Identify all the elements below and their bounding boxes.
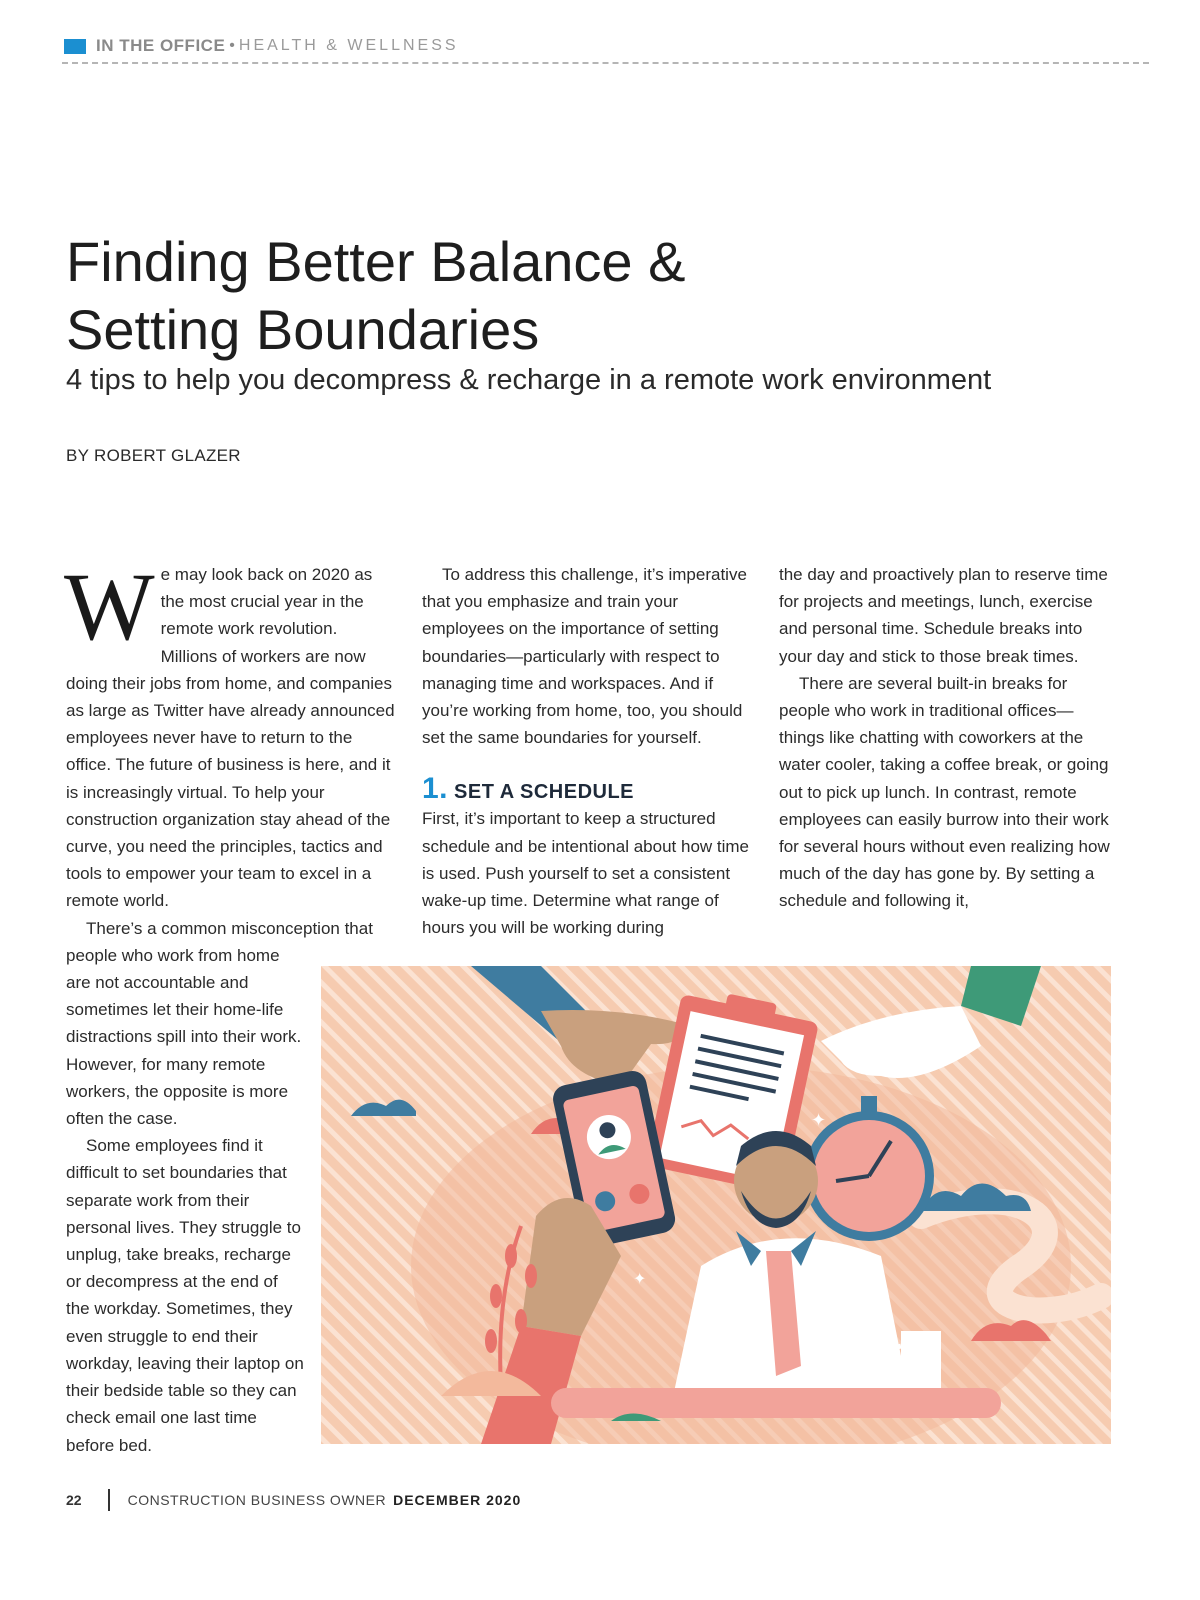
issue-date: DECEMBER 2020 <box>393 1492 522 1508</box>
paragraph: First, it’s important to keep a structured schedule and be intentional about how time is used. Push yourself to set a consistent wake-up time. Determine what range of hours you will be working during <box>422 809 750 938</box>
paragraph: Some employees find it difficult to set boundaries that separate work from their personal lives. They struggle to unplug, take breaks, recharge or decompress at the end of the workday. Sometimes, they even struggle to end their workday, leaving their laptop on their bedside table so they can check email one last time before bed. <box>66 1136 304 1455</box>
sparkle-icon: ✦ <box>811 1110 827 1131</box>
section-label: IN THE OFFICE <box>96 36 226 55</box>
section-heading <box>422 772 757 806</box>
remote-work-illustration <box>321 966 1111 1444</box>
subsection-label: HEALTH & WELLNESS <box>238 37 459 54</box>
article-subtitle: 4 tips to help you decompress & recharge in a remote work environment <box>66 364 992 396</box>
sparkle-icon: ✦ <box>633 1269 647 1288</box>
heading-number: 1. <box>422 772 449 806</box>
section-separator: • <box>229 37 235 54</box>
column-2 <box>422 561 757 941</box>
heading-text: SET A SCHEDULE <box>454 781 635 804</box>
byline: BY ROBERT GLAZER <box>66 446 241 465</box>
publication-name: CONSTRUCTION BUSINESS OWNER <box>127 1492 387 1508</box>
footer-divider <box>108 1489 110 1511</box>
paragraph: There are several built-in breaks for people who work in traditional offices—things like chatting with coworkers at the water cooler, taking a coffee break, or going out to pick up lunch. In contrast, remote employees can easily burrow into their work for several hours without even realizing how much of the day has gone by. By setting a schedule and following it, <box>779 673 1110 911</box>
desk-surface <box>551 1388 1001 1418</box>
paragraph <box>64 553 396 915</box>
header-divider <box>62 62 1149 64</box>
paragraph: the day and proactively plan to reserve time for projects and meetings, lunch, exercise and personal time. Schedule breaks into your day and stick to those break times. <box>779 565 1108 666</box>
title-line-1: Finding Better Balance & <box>66 230 686 293</box>
page-number: 22 <box>66 1492 82 1508</box>
wrapped-text-block <box>66 942 306 1459</box>
paragraph: To address this challenge, it’s imperative that you emphasize and train your employees on the importance of setting boundaries—particularly with respect to managing time and workspaces. And if you’re working from home, too, you should set the same boundaries for yourself. <box>422 565 747 748</box>
paragraph: people who work from home are not accountable and sometimes let their home-life distractions spill into their work. However, for many remote workers, the opposite is more often the case. <box>66 945 302 1129</box>
section-color-swatch <box>64 39 86 54</box>
paragraph: There’s a common misconception that <box>86 918 373 938</box>
page-footer <box>66 1488 521 1512</box>
section-header <box>64 36 459 56</box>
drop-cap: W <box>64 553 155 660</box>
column-3 <box>779 561 1114 915</box>
article-title <box>66 228 966 364</box>
paragraph-text: e may look back on 2020 as the most crucial year in the remote work revolution. Millions of workers are now doing their jobs from home, and companies as large as Twitter have already announced employees never have to return to the office. The future of business is here, and it is increasingly virtual. To help your construction organization stay ahead of the curve, you need the principles, tactics and tools to empower your team to excel in a remote world. <box>66 565 395 911</box>
title-line-2: Setting Boundaries <box>66 298 540 361</box>
